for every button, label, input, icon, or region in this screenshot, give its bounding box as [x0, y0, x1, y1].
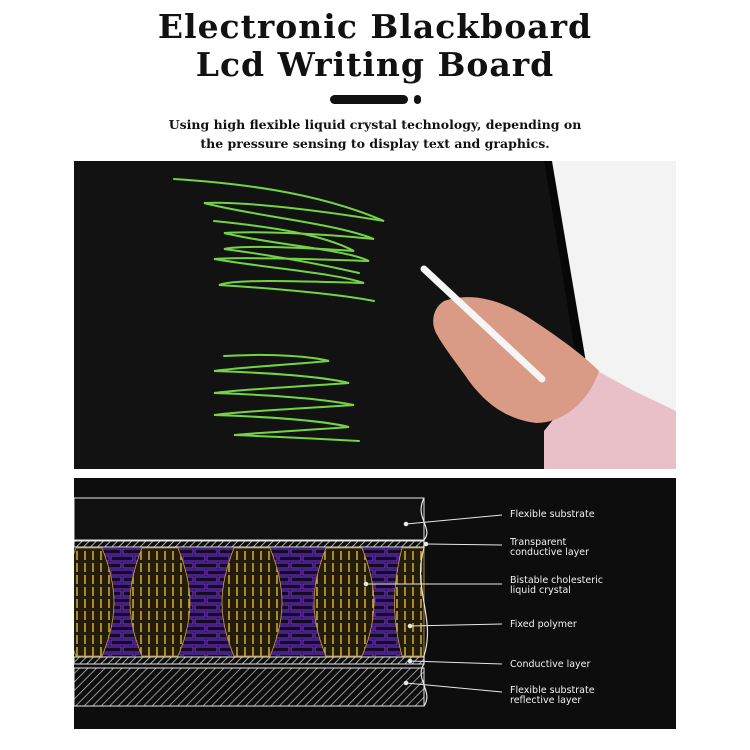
page-subtitle — [100, 115, 650, 153]
label-bistable-cholesteric-liquid-crystal: Bistable cholesteric liquid crystal — [510, 575, 604, 596]
label-flexible-substrate-reflective-layer: Flexible substrate reflective layer — [510, 685, 595, 706]
label-flexible-substrate: Flexible substrate — [510, 509, 595, 520]
product-photo — [74, 161, 676, 469]
divider-dot — [414, 95, 421, 104]
page-title — [0, 8, 750, 84]
flexible-substrate-layer — [74, 498, 424, 540]
conductive-layer — [74, 657, 424, 664]
title-line-2: Lcd Writing Board — [195, 45, 555, 84]
label-fixed-polymer: Fixed polymer — [510, 619, 577, 630]
label-conductive-layer: Conductive layer — [510, 659, 591, 670]
subtitle-line-1: Using high flexible liquid crystal technology, depending on — [168, 117, 582, 132]
subtitle-line-2: the pressure sensing to display text and graphics. — [200, 136, 550, 151]
title-line-1: Electronic Blackboard — [157, 7, 593, 46]
label-transparent-conductive-layer: Transparent conductive layer — [510, 537, 590, 558]
divider-bar — [330, 95, 408, 104]
reflective-substrate-layer — [74, 668, 424, 706]
transparent-conductive-layer — [74, 541, 424, 547]
